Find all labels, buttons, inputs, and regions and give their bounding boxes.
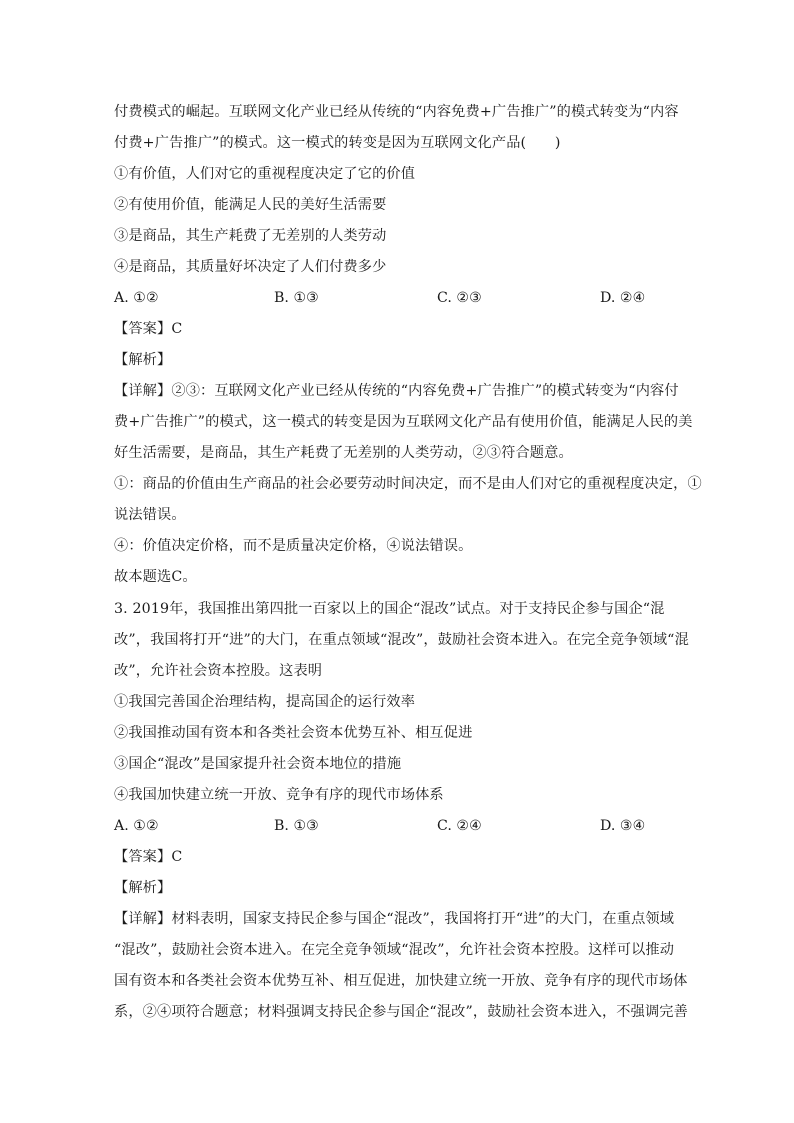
q2-detail-line: 费+广告推广”的模式，这一模式的转变是因为互联网文化产品有使用价值，能满足人民的美 <box>114 414 693 430</box>
q2-option-a: A. ①② <box>114 290 159 306</box>
q2-detail-line: 【详解】②③：互联网文化产业已经从传统的“内容免费+广告推广”的模式转变为“内容付 <box>114 383 679 399</box>
q2-answer: 【答案】C <box>114 321 183 337</box>
q2-detail-line: ④：价值决定价格，而不是质量决定价格，④说法错误。 <box>114 538 473 554</box>
q2-detail-line: 好生活需要，是商品，其生产耗费了无差别的人类劳动，②③符合题意。 <box>114 445 573 461</box>
q3-statement: ②我国推动国有资本和各类社会资本优势互补、相互促进 <box>114 725 473 741</box>
q3-stem-line: 3. 2019年，我国推出第四批一百家以上的国企“混改”试点。对于支持民企参与国企“混 <box>114 601 665 617</box>
q2-analysis-label: 【解析】 <box>114 352 172 368</box>
q3-detail-line: “混改”，鼓励社会资本进入。在完全竞争领域“混改”，允许社会资本控股。这样可以推动 <box>114 942 675 958</box>
q3-detail-line: 系，②④项符合题意；材料强调支持民企参与国企“混改”，鼓励社会资本进入，不强调完善 <box>114 1004 688 1020</box>
q3-stem-line: 改”，允许社会资本控股。这表明 <box>114 663 323 679</box>
q3-option-a: A. ①② <box>114 818 159 834</box>
q3-statement: ①我国完善国企治理结构，提高国企的运行效率 <box>114 694 416 710</box>
q3-options <box>114 816 674 836</box>
q2-statement: ②有使用价值，能满足人民的美好生活需要 <box>114 197 387 213</box>
q2-stem-line: 付费模式的崛起。互联网文化产业已经从传统的“内容免费+广告推广”的模式转变为“内容 <box>114 104 679 120</box>
q2-stem-line: 付费+广告推广”的模式。这一模式的转变是因为互联网文化产品( ) <box>114 135 561 151</box>
q2-detail-line: ①：商品的价值由生产商品的社会必要劳动时间决定，而不是由人们对它的重视程度决定，① <box>114 476 702 492</box>
q2-statement: ③是商品，其生产耗费了无差别的人类劳动 <box>114 228 387 244</box>
q3-statement: ③国企“混改”是国家提升社会资本地位的措施 <box>114 756 402 772</box>
q2-detail-line: 故本题选C。 <box>114 569 197 585</box>
q2-option-c: C. ②③ <box>437 290 482 306</box>
q2-option-d: D. ②④ <box>600 290 646 306</box>
q3-statement: ④我国加快建立统一开放、竞争有序的现代市场体系 <box>114 787 444 803</box>
q3-option-d: D. ③④ <box>600 818 646 834</box>
q3-option-c: C. ②④ <box>437 818 482 834</box>
q2-statement: ①有价值，人们对它的重视程度决定了它的价值 <box>114 166 416 182</box>
q2-option-b: B. ①③ <box>274 290 319 306</box>
q3-detail-line: 国有资本和各类社会资本优势互补、相互促进，加快建立统一开放、竞争有序的现代市场体 <box>114 973 688 989</box>
q2-statement: ④是商品，其质量好坏决定了人们付费多少 <box>114 259 387 275</box>
q2-detail-line: 说法错误。 <box>114 507 186 523</box>
q3-analysis-label: 【解析】 <box>114 880 172 896</box>
q3-option-b: B. ①③ <box>274 818 319 834</box>
q3-answer: 【答案】C <box>114 849 183 865</box>
q2-options <box>114 288 674 308</box>
q3-detail-line: 【详解】材料表明，国家支持民企参与国企“混改”，我国将打开“进”的大门，在重点领域 <box>114 911 675 927</box>
q3-stem-line: 改”，我国将打开“进”的大门，在重点领域“混改”，鼓励社会资本进入。在完全竞争领域“混 <box>114 632 689 648</box>
